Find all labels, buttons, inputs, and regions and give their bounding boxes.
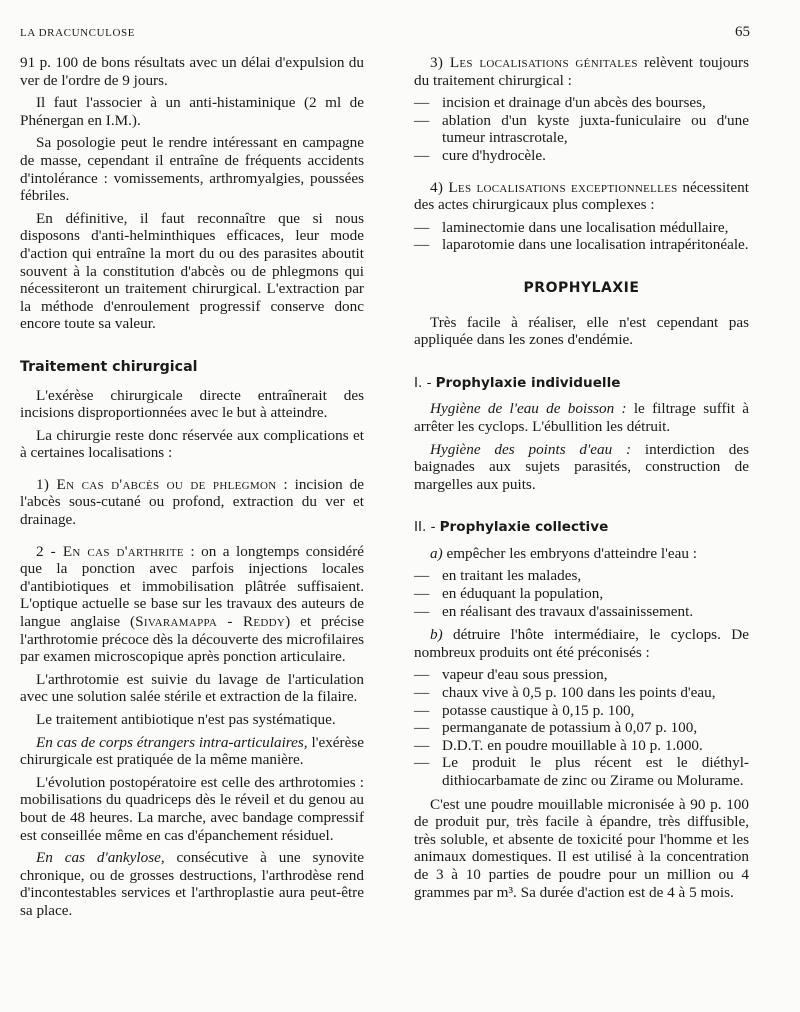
- paragraph: L'évolution postopératoire est celle des arthrotomies : mobilisations du quadriceps dès le réveil et du genou au bout de 48 heures. La marche, avec bandage compressif est conseillée même en cas d'épanchement résiduel.: [20, 773, 364, 844]
- paragraph: [414, 626, 749, 661]
- paragraph: 91 p. 100 de bons résultats avec un délai d'expulsion du ver de l'ordre de 9 jours.: [20, 54, 364, 89]
- case-label: 2 - En cas d'arthrite: [36, 542, 184, 560]
- subheading-prophylaxie-individuelle: [414, 375, 749, 393]
- list-item: — laminectomie dans une localisation médullaire,: [414, 219, 749, 237]
- paragraph: [414, 400, 749, 435]
- paragraph: Le traitement antibiotique n'est pas systématique.: [36, 711, 336, 728]
- italic-phrase: En cas de corps étrangers intra-articulaires,: [36, 733, 308, 751]
- list-item: — permanganate de potassium à 0,07 p. 100,: [414, 719, 749, 737]
- paragraph: [414, 54, 749, 89]
- dash-list: [414, 666, 749, 789]
- case-label: 4) Les localisations exceptionnelles: [430, 178, 678, 196]
- author-names: Sivaramappa - Reddy: [135, 613, 286, 631]
- paragraph: En définitive, il faut reconnaître que si nous disposons d'anti-helminthiques efficaces, leur mode d'action qui entraîne la mort du ou des parasites aboutit souvent à la constitution d'abcès ou de phlegmons qui nécessiteront un traitement chirurgical. L'extraction par la méthode d'enroulement progressif conserve donc encore toute sa valeur.: [20, 209, 364, 333]
- dash-list: [414, 94, 749, 164]
- list-item: — en traitant les malades,: [414, 567, 749, 585]
- italic-phrase: Hygiène des points d'eau :: [430, 440, 632, 458]
- paragraph-text: nécessitent des actes chirurgicaux plus complexes :: [414, 178, 749, 214]
- paragraph: C'est une poudre mouillable micronisée à 90 p. 100 de produit pur, très facile à épandre, très diffusible, très soluble, et absente de toxicité pour l'homme et les animaux domestiques. Il est utilisé à la concentration de 3 à 10 parties de poudre pour un million ou 4 grammes par m³. Sa durée d'action est de 4 à 5 mois.: [414, 795, 749, 901]
- subheading-number: II. -: [414, 519, 436, 536]
- subheading-title: Prophylaxie individuelle: [435, 374, 621, 391]
- paragraph-text: : on a longtemps considéré que la ponction avec parfois injections locales d'antibiotiques et immobilisation plâtrée suffisaient. L'optique actuelle se base sur les travaux des auteurs de langue anglaise (: [20, 542, 364, 631]
- paragraph-text: relèvent toujours du traitement chirurgical :: [414, 54, 749, 89]
- paragraph: [20, 476, 364, 529]
- case-label: 1) En cas d'abcès ou de phlegmon: [36, 475, 277, 493]
- item-letter: a): [430, 544, 443, 562]
- list-item: — D.D.T. en poudre mouillable à 10 p. 1.000.: [414, 737, 749, 755]
- paragraph-text: : incision de l'abcès sous-cutané ou profond, extraction du ver et drainage.: [20, 475, 364, 529]
- paragraph: [20, 849, 364, 919]
- paragraph: [414, 179, 749, 214]
- list-item: — vapeur d'eau sous pression,: [414, 666, 749, 684]
- paragraph-text: empêcher les embryons d'atteindre l'eau :: [442, 544, 697, 562]
- paragraph-text: ) et précise l'arthrotomie précoce dès la découverte des microfilaires par examen microscopique après ponction articulaire.: [20, 613, 364, 666]
- paragraph: Très facile à réaliser, elle n'est cependant pas appliquée dans les zones d'endémie.: [414, 313, 749, 349]
- list-item: — cure d'hydrocèle.: [414, 147, 749, 165]
- list-item: — Le produit le plus récent est le diéthyl-dithiocarbamate de zinc ou Zirame ou Molurame.: [414, 754, 749, 789]
- list-item: — ablation d'un kyste juxta-funiculaire ou d'une tumeur intrascrotale,: [414, 112, 749, 147]
- paragraph: [414, 545, 749, 563]
- paragraph-text: détruire l'hôte intermédiaire, le cyclops. De nombreux produits ont été préconisés :: [414, 626, 749, 661]
- list-item: — laparotomie dans une localisation intrapéritonéale.: [414, 236, 749, 254]
- paragraph-text: l'exérèse chirurgicale est pratiquée de la même manière.: [20, 733, 364, 769]
- paragraph: [20, 543, 364, 666]
- dash-list: [414, 567, 749, 620]
- section-heading-prophylaxie: PROPHYLAXIE: [523, 279, 640, 296]
- paragraph-text: consécutive à une synovite chronique, ou de grosses destructions, l'arthrodèse rend d'incontestables services et l'arthroplastie aura peut-être sa place.: [20, 849, 365, 919]
- running-title: LA DRACUNCULOSE: [20, 27, 136, 39]
- case-label: 3) Les localisations génitales: [430, 54, 638, 71]
- list-item: — en réalisant des travaux d'assainissement.: [414, 603, 749, 621]
- item-letter: b): [430, 626, 443, 644]
- list-item: — en éduquant la population,: [414, 585, 749, 603]
- section-heading-traitement-chirurgical: Traitement chirurgical: [20, 358, 198, 375]
- running-header: [20, 24, 750, 43]
- subheading-title: Prophylaxie collective: [439, 519, 609, 536]
- paragraph-text: le filtrage suffit à arrêter les cyclops. L'ébullition les détruit.: [414, 400, 749, 435]
- list-item: — potasse caustique à 0,15 p. 100,: [414, 702, 749, 720]
- left-column: [20, 54, 364, 925]
- list-item: — chaux vive à 0,5 p. 100 dans les points d'eau,: [414, 684, 749, 702]
- right-column: [414, 54, 749, 906]
- paragraph-text: interdiction des baignades aux sujets parasités, construction de margelles aux puits.: [414, 440, 749, 493]
- paragraph: L'arthrotomie est suivie du lavage de l'articulation avec une solution salée stérile et extraction de la filaire.: [20, 670, 364, 706]
- italic-phrase: Hygiène de l'eau de boisson :: [430, 400, 627, 418]
- list-item: — incision et drainage d'un abcès des bourses,: [414, 94, 749, 112]
- page-number: 65: [735, 24, 750, 40]
- paragraph: La chirurgie reste donc réservée aux complications et à certaines localisations :: [20, 426, 364, 462]
- subheading-prophylaxie-collective: [414, 519, 749, 537]
- dash-list: [414, 219, 749, 254]
- paragraph: [20, 734, 364, 769]
- subheading-number: I. -: [414, 374, 432, 391]
- italic-phrase: En cas d'ankylose,: [36, 849, 165, 867]
- paragraph: [414, 441, 749, 494]
- paragraph: Sa posologie peut le rendre intéressant en campagne de masse, cependant il entraîne de fréquents accidents d'intolérance : vomissements, arthromyalgies, poussées fébriles.: [20, 134, 364, 205]
- paragraph: L'exérèse chirurgicale directe entraînerait des incisions disproportionnées avec le but à atteindre.: [20, 386, 364, 422]
- paragraph: Il faut l'associer à un anti-histaminique (2 ml de Phénergan en I.M.).: [20, 94, 364, 129]
